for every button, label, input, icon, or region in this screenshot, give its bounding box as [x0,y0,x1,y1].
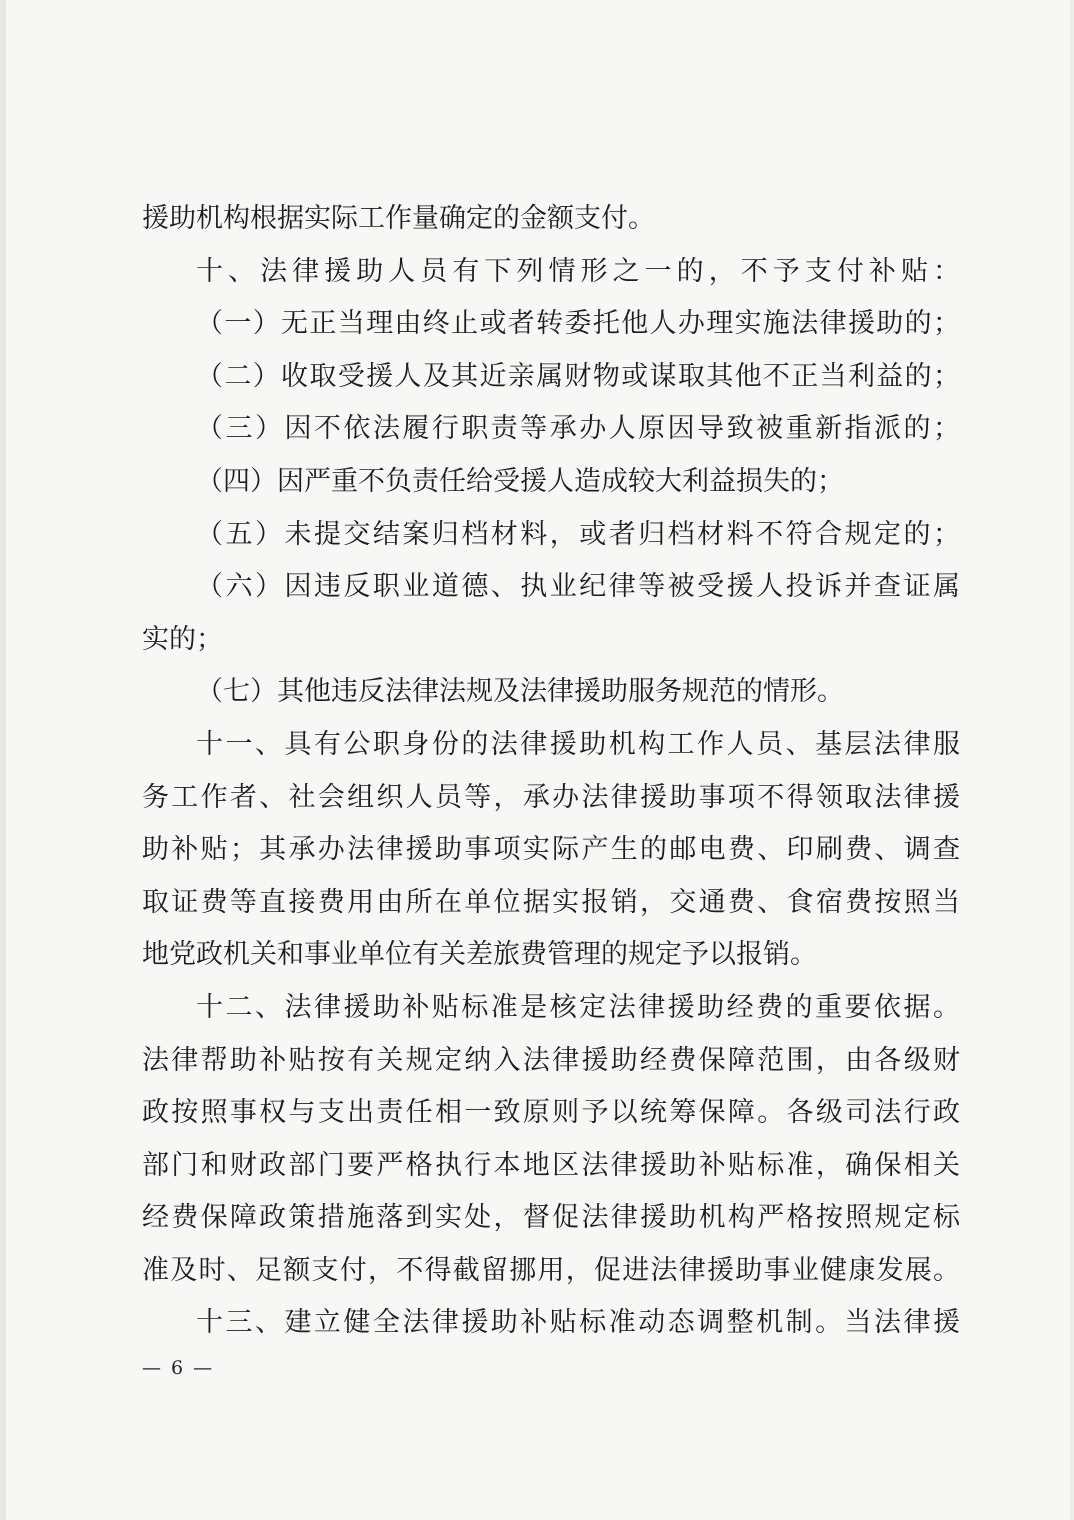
text-line: 十二、法律援助补贴标准是核定法律援助经费的重要依据。 [196,991,960,1023]
page-number: — 6 — [142,1357,215,1379]
text-line: （四）因严重不负责任给受援人造成较大利益损失的； [196,465,844,497]
text-line: 政按照事权与支出责任相一致原则予以统筹保障。各级司法行政 [142,1097,960,1129]
text-line: 取证费等直接费用由所在单位据实报销，交通费、食宿费按照当 [142,886,960,918]
text-line: （一）无正当理由终止或者转委托他人办理实施法律援助的； [196,308,960,340]
text-line: （三）因不依法履行职责等承办人原因导致被重新指派的； [196,413,960,445]
text-line: 准及时、足额支付，不得截留挪用，促进法律援助事业健康发展。 [142,1254,960,1286]
text-line: （五）未提交结案归档材料，或者归档材料不符合规定的； [196,518,960,550]
text-line: 十一、具有公职身份的法律援助机构工作人员、基层法律服 [196,728,960,760]
text-line: 部门和财政部门要严格执行本地区法律援助补贴标准，确保相关 [142,1149,960,1181]
text-line: 地党政机关和事业单位有关差旅费管理的规定予以报销。 [142,939,817,971]
text-line: （二）收取受援人及其近亲属财物或谋取其他不正当利益的； [196,360,960,392]
text-line: 助补贴；其承办法律援助事项实际产生的邮电费、印刷费、调查 [142,834,960,866]
text-line: 法律帮助补贴按有关规定纳入法律援助经费保障范围，由各级财 [142,1044,960,1076]
text-line: 经费保障政策措施落到实处，督促法律援助机构严格按照规定标 [142,1202,960,1234]
text-line: 援助机构根据实际工作量确定的金额支付。 [142,203,655,234]
text-line: 十三、建立健全法律援助补贴标准动态调整机制。当法律援 [196,1307,960,1339]
text-line: 十、法律援助人员有下列情形之一的，不予支付补贴： [196,255,960,287]
body-text [142,193,960,1350]
text-line: 实的； [142,623,223,655]
text-line: （六）因违反职业道德、执业纪律等被受援人投诉并查证属 [196,571,960,603]
text-line: 务工作者、社会组织人员等，承办法律援助事项不得领取法律援 [142,781,960,813]
text-line: （七）其他违反法律法规及法律援助服务规范的情形。 [196,676,844,708]
